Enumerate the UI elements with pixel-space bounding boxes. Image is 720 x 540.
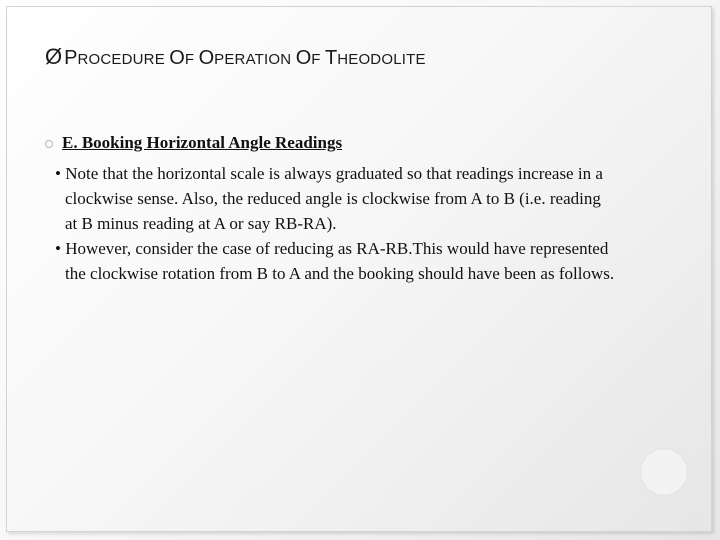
slide-title — [45, 44, 685, 76]
bullet-dot-icon: • — [55, 164, 61, 183]
title-rest: F — [184, 51, 199, 68]
title-rest: ROCEDURE — [77, 51, 170, 68]
circle-bullet-icon — [45, 140, 53, 148]
subheading: E. Booking Horizontal Angle Readings — [62, 133, 343, 152]
paragraph-text: Note that the horizontal scale is always graduated so that readings increase in a clockwise sense. Also, the reduced angle is clockwise from A to B (i.e. reading at B minus reading at A or say RB-RA). — [65, 164, 603, 233]
decorative-circle — [641, 449, 687, 495]
bullet-dot-icon: • — [55, 239, 61, 258]
title-rest: HEODOLITE — [337, 51, 426, 68]
subheading-row — [45, 131, 342, 155]
arrow-bullet-icon: Ø — [45, 44, 63, 69]
bullet-paragraph — [45, 236, 615, 286]
title-cap: O — [295, 47, 312, 69]
title-rest: PERATION — [214, 51, 296, 68]
title-cap: T — [324, 47, 338, 69]
title-cap: P — [64, 47, 78, 69]
title-cap: O — [169, 47, 185, 69]
paragraph-text: However, consider the case of reducing as RA-RB.This would have represented the clockwise rotation from B to A and the booking should have been as follows. — [65, 239, 615, 283]
title-rest: F — [311, 51, 325, 68]
bullet-paragraph — [45, 161, 615, 236]
title-cap: O — [198, 47, 215, 69]
